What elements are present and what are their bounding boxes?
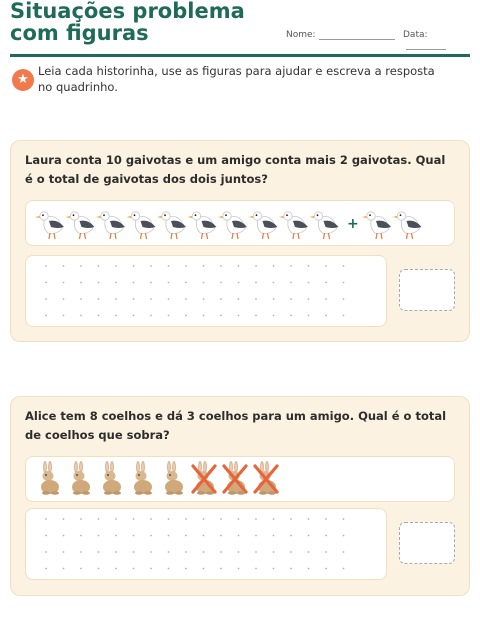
grid-dot	[45, 282, 47, 284]
grid-dot	[185, 265, 187, 267]
grid-dot	[185, 568, 187, 570]
grid-dot	[185, 518, 187, 520]
work-area[interactable]	[25, 255, 387, 327]
grid-dot	[238, 568, 240, 570]
grid-dot	[308, 298, 310, 300]
grid-dot	[290, 298, 292, 300]
grid-dot	[325, 535, 327, 537]
problem-question: Alice tem 8 coelhos e dá 3 coelhos para um amigo. Qual é o total de coelhos que sobra?	[25, 409, 447, 442]
name-line	[319, 31, 395, 40]
grid-dot	[115, 298, 117, 300]
grid-dot	[133, 315, 135, 317]
rabbit-icon	[72, 461, 90, 495]
grid-dot	[45, 265, 47, 267]
grid-dot	[273, 518, 275, 520]
seagull-icon	[188, 212, 217, 239]
grid-dot	[343, 298, 345, 300]
grid-dot	[98, 265, 100, 267]
seagull-icon	[35, 212, 64, 239]
grid-dot	[220, 551, 222, 553]
grid-dot	[168, 265, 170, 267]
grid-dot	[220, 282, 222, 284]
grid-dot	[98, 568, 100, 570]
grid-dot	[220, 568, 222, 570]
grid-dot	[238, 535, 240, 537]
grid-dot	[238, 265, 240, 267]
rabbit-icon	[103, 461, 121, 495]
problem-question: Laura conta 10 gaivotas e um amigo conta mais 2 gaivotas. Qual é o total de gaivotas dos dois juntos?	[25, 153, 446, 186]
grid-dot	[273, 535, 275, 537]
grid-dot	[203, 265, 205, 267]
rabbit-icon	[165, 461, 183, 495]
grid-dot	[45, 298, 47, 300]
grid-dot	[325, 518, 327, 520]
seagull-icon	[249, 212, 278, 239]
grid-dot	[343, 518, 345, 520]
grid-dot	[220, 265, 222, 267]
plus-sign: +	[347, 216, 359, 232]
grid-dot	[343, 535, 345, 537]
grid-dot	[150, 315, 152, 317]
grid-dot	[63, 568, 65, 570]
grid-dot	[185, 551, 187, 553]
grid-dot	[238, 518, 240, 520]
grid-dot	[203, 551, 205, 553]
grid-dot	[115, 518, 117, 520]
grid-dot	[63, 535, 65, 537]
page-title: Situações problema com figuras	[10, 0, 245, 45]
grid-dot	[290, 551, 292, 553]
grid-dot	[63, 518, 65, 520]
problem-card-2	[10, 396, 470, 596]
grid-dot	[115, 535, 117, 537]
date-label: Data:	[403, 30, 428, 40]
grid-dot	[133, 265, 135, 267]
grid-dot	[325, 568, 327, 570]
grid-dot	[238, 282, 240, 284]
date-line	[406, 41, 446, 50]
grid-dot	[255, 298, 257, 300]
grid-dot	[290, 265, 292, 267]
grid-dot	[343, 282, 345, 284]
seagull-icon	[279, 212, 308, 239]
grid-dot	[150, 282, 152, 284]
figure-strip	[25, 200, 455, 246]
answer-box[interactable]	[399, 522, 455, 564]
grid-dot	[133, 551, 135, 553]
grid-dot	[133, 535, 135, 537]
grid-dot	[185, 282, 187, 284]
grid-dot	[80, 551, 82, 553]
grid-dot	[325, 298, 327, 300]
rabbit-icon	[134, 461, 152, 495]
work-area[interactable]	[25, 508, 387, 580]
grid-dot	[273, 315, 275, 317]
grid-dot	[98, 518, 100, 520]
grid-dot	[168, 298, 170, 300]
seagull-icon	[66, 212, 95, 239]
grid-dot	[325, 282, 327, 284]
grid-dot	[150, 535, 152, 537]
grid-dot	[98, 315, 100, 317]
grid-dot	[308, 551, 310, 553]
seagull-icon	[218, 212, 247, 239]
grid-dot	[273, 265, 275, 267]
grid-dot	[290, 568, 292, 570]
grid-dot	[80, 315, 82, 317]
dot-grid	[26, 256, 386, 326]
grid-dot	[133, 298, 135, 300]
grid-dot	[255, 518, 257, 520]
grid-dot	[273, 282, 275, 284]
grid-dot	[115, 551, 117, 553]
grid-dot	[168, 535, 170, 537]
grid-dot	[325, 265, 327, 267]
grid-dot	[133, 282, 135, 284]
grid-dot	[203, 535, 205, 537]
grid-dot	[150, 551, 152, 553]
grid-dot	[45, 315, 47, 317]
grid-dot	[168, 282, 170, 284]
grid-dot	[45, 551, 47, 553]
grid-dot	[115, 282, 117, 284]
grid-dot	[168, 518, 170, 520]
grid-dot	[290, 315, 292, 317]
grid-dot	[325, 315, 327, 317]
grid-dot	[308, 282, 310, 284]
grid-dot	[150, 518, 152, 520]
grid-dot	[168, 551, 170, 553]
grid-dot	[80, 518, 82, 520]
grid-dot	[255, 315, 257, 317]
figure-row	[26, 201, 454, 245]
grid-dot	[255, 265, 257, 267]
grid-dot	[343, 551, 345, 553]
grid-dot	[168, 568, 170, 570]
name-field[interactable]	[286, 30, 395, 40]
grid-dot	[238, 298, 240, 300]
grid-dot	[80, 298, 82, 300]
grid-dot	[185, 298, 187, 300]
grid-dot	[185, 535, 187, 537]
grid-dot	[150, 568, 152, 570]
figure-strip	[25, 456, 455, 502]
grid-dot	[273, 551, 275, 553]
dot-grid	[26, 509, 386, 579]
grid-dot	[63, 265, 65, 267]
grid-dot	[238, 315, 240, 317]
grid-dot	[133, 568, 135, 570]
grid-dot	[203, 298, 205, 300]
grid-dot	[203, 568, 205, 570]
figure-row	[26, 457, 454, 501]
grid-dot	[168, 315, 170, 317]
grid-dot	[290, 518, 292, 520]
grid-dot	[255, 568, 257, 570]
name-label: Nome:	[286, 30, 316, 40]
grid-dot	[203, 282, 205, 284]
grid-dot	[308, 265, 310, 267]
grid-dot	[185, 315, 187, 317]
seagull-icon	[362, 212, 391, 239]
grid-dot	[255, 551, 257, 553]
grid-dot	[80, 265, 82, 267]
grid-dot	[98, 535, 100, 537]
date-field[interactable]	[403, 30, 470, 50]
grid-dot	[80, 282, 82, 284]
grid-dot	[290, 535, 292, 537]
grid-dot	[45, 518, 47, 520]
grid-dot	[133, 518, 135, 520]
grid-dot	[308, 518, 310, 520]
grid-dot	[325, 551, 327, 553]
grid-dot	[63, 282, 65, 284]
grid-dot	[98, 551, 100, 553]
grid-dot	[203, 315, 205, 317]
problem-card-1	[10, 140, 470, 342]
grid-dot	[63, 551, 65, 553]
worksheet-header	[10, 0, 470, 57]
grid-dot	[115, 568, 117, 570]
grid-dot	[255, 535, 257, 537]
seagull-icon	[157, 212, 186, 239]
grid-dot	[220, 315, 222, 317]
grid-dot	[115, 315, 117, 317]
grid-dot	[150, 265, 152, 267]
grid-dot	[343, 315, 345, 317]
grid-dot	[343, 265, 345, 267]
grid-dot	[150, 298, 152, 300]
grid-dot	[98, 298, 100, 300]
grid-dot	[80, 535, 82, 537]
grid-dot	[220, 298, 222, 300]
grid-dot	[63, 315, 65, 317]
grid-dot	[290, 282, 292, 284]
grid-dot	[255, 282, 257, 284]
grid-dot	[308, 315, 310, 317]
star-icon: ★	[12, 69, 34, 91]
answer-box[interactable]	[399, 269, 455, 311]
grid-dot	[220, 518, 222, 520]
rabbit-icon	[41, 461, 59, 495]
grid-dot	[220, 535, 222, 537]
instruction-text: Leia cada historinha, use as figuras para ajudar e escreva a resposta no quadrinho.	[38, 64, 435, 94]
grid-dot	[45, 535, 47, 537]
grid-dot	[203, 518, 205, 520]
seagull-icon	[96, 212, 125, 239]
grid-dot	[308, 568, 310, 570]
grid-dot	[273, 298, 275, 300]
seagull-icon	[310, 212, 339, 239]
grid-dot	[343, 568, 345, 570]
grid-dot	[63, 298, 65, 300]
seagull-icon	[393, 212, 422, 239]
seagull-icon	[127, 212, 156, 239]
grid-dot	[45, 568, 47, 570]
grid-dot	[238, 551, 240, 553]
grid-dot	[98, 282, 100, 284]
grid-dot	[115, 265, 117, 267]
grid-dot	[308, 535, 310, 537]
grid-dot	[80, 568, 82, 570]
grid-dot	[273, 568, 275, 570]
